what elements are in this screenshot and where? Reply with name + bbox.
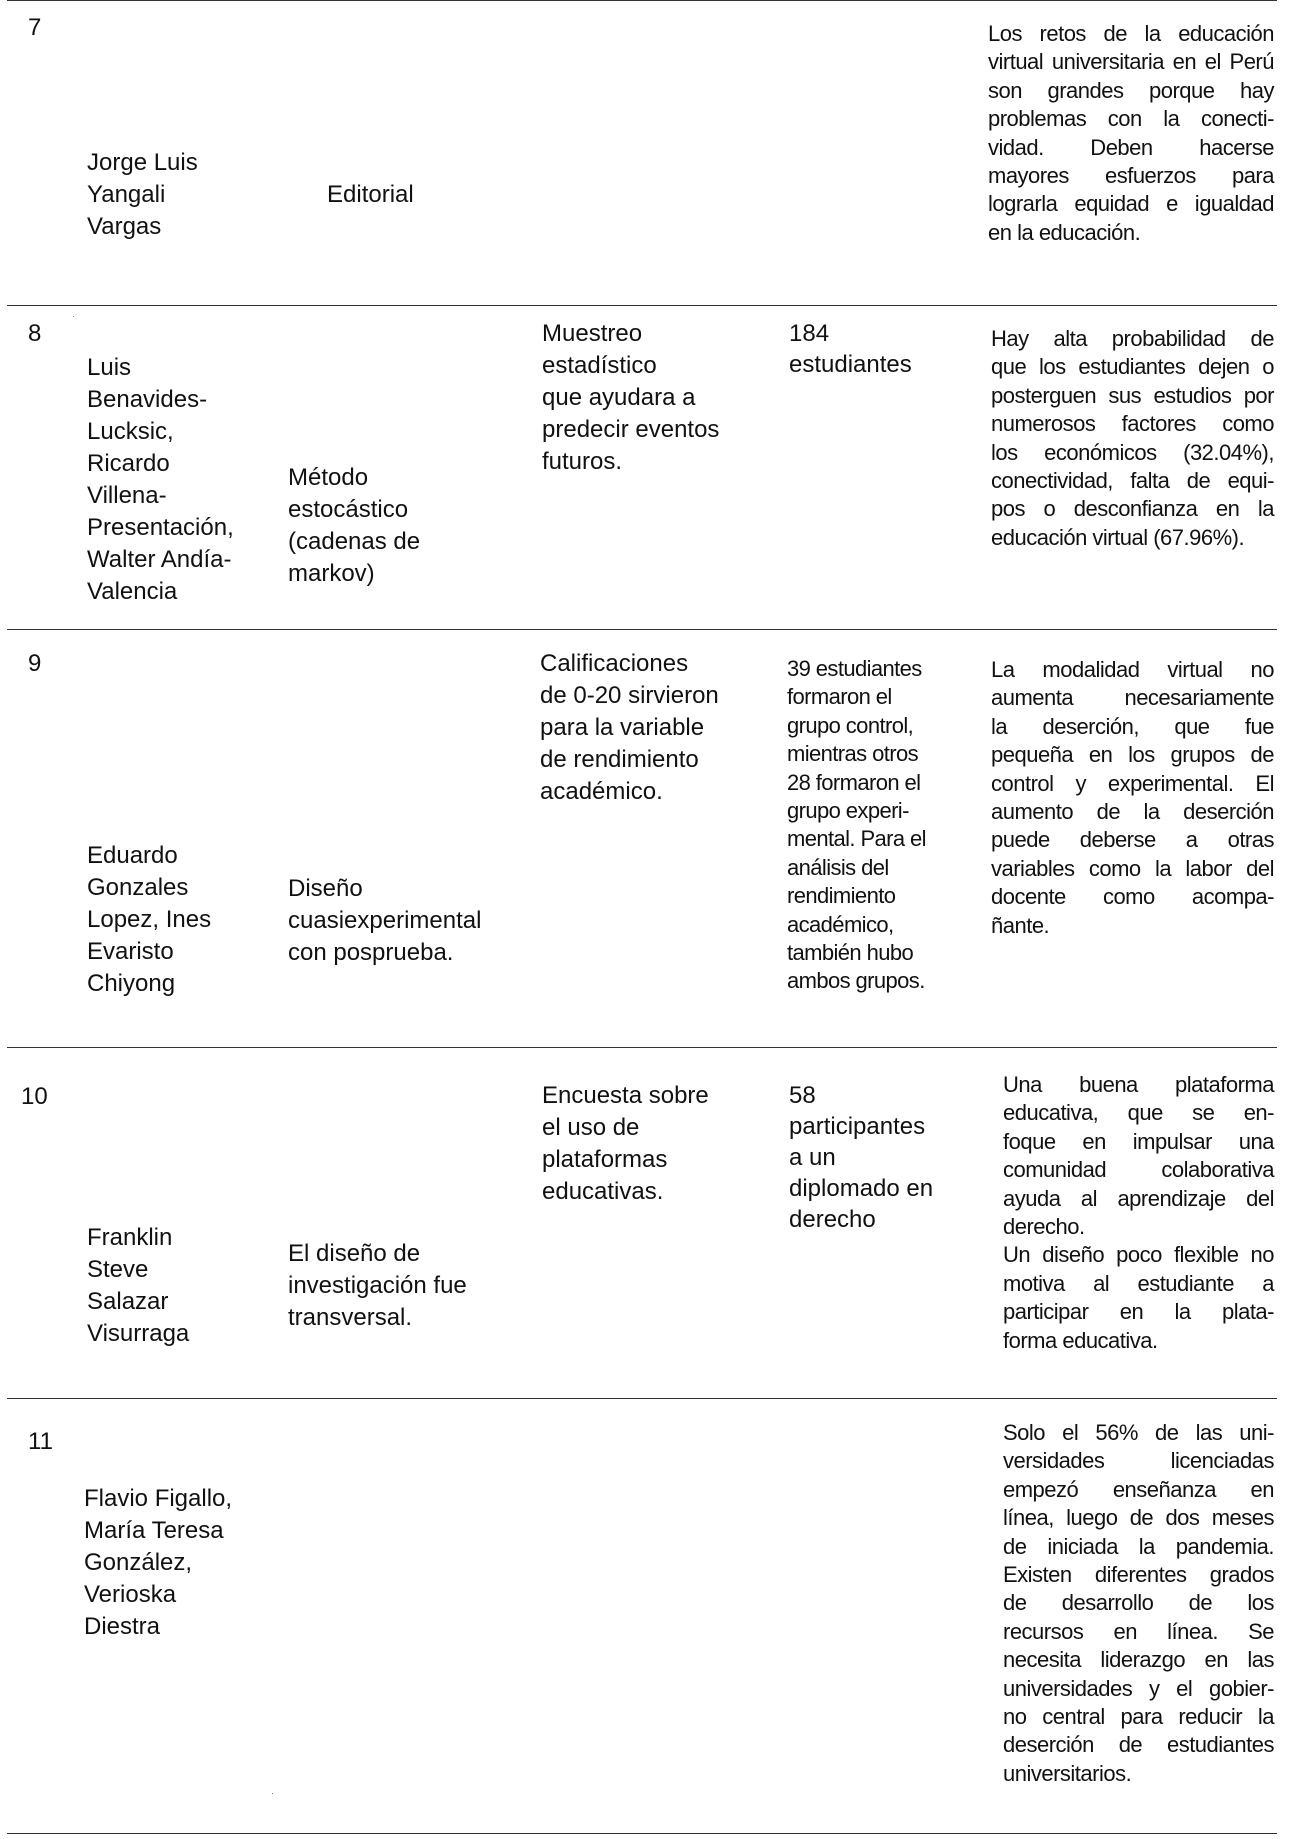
scan-speck: [272, 1793, 273, 1794]
instrument-cell: Muestreo estadístico que ayudara a predecir eventos futuros.: [542, 320, 720, 475]
authors-cell: Jorge Luis Yangali Vargas: [87, 149, 198, 240]
results-line: la deserción, que fue: [991, 713, 1274, 739]
results-line: Existen diferentes grados: [1003, 1562, 1274, 1588]
results-line: deserción de estudiantes: [1003, 1732, 1274, 1758]
results-cell: [988, 20, 1274, 247]
results-line: motiva al estudiante a: [1003, 1270, 1274, 1296]
results-line: en la educación.: [988, 219, 1141, 245]
scan-speck: [73, 316, 74, 317]
results-line: numerosos factores como: [991, 411, 1274, 437]
row-number: 8: [28, 320, 42, 347]
sample-cell: 58 participantes a un diplomado en derecho: [789, 1082, 934, 1233]
results-line: versidades licenciadas: [1003, 1448, 1274, 1474]
results-line: aumento de la deserción: [991, 799, 1274, 825]
results-line: son grandes porque hay: [988, 77, 1274, 103]
results-line: de iniciada la pandemia.: [1003, 1533, 1274, 1559]
results-line: necesita liderazgo en las: [1003, 1647, 1274, 1673]
results-line: mayores esfuerzos para: [988, 163, 1274, 189]
results-line: empezó enseñanza en: [1003, 1476, 1274, 1502]
results-line: foque en impulsar una: [1003, 1128, 1274, 1154]
results-line: aumenta necesariamente: [991, 685, 1274, 711]
sample-cell: 39 estudiantes formaron el grupo control, mientras otros 28 formaron el grupo experi- mental. Para el análisis del rendimiento académico, también hubo ambos grupos.: [787, 656, 926, 994]
results-line: pos o desconfianza en la: [991, 496, 1274, 522]
results-line: Los retos de la educación: [988, 21, 1274, 46]
results-cell: [991, 656, 1274, 940]
results-cell: [1003, 1419, 1274, 1788]
results-line: educativa, que se en-: [1003, 1100, 1274, 1126]
authors-cell: Flavio Figallo, María Teresa González, Verioska Diestra: [84, 1485, 233, 1640]
row-divider: [7, 1398, 1277, 1399]
method-cell: Editorial: [327, 181, 414, 208]
results-line: forma educativa.: [1003, 1327, 1158, 1353]
results-line: Solo el 56% de las uni-: [1003, 1420, 1274, 1445]
results-line: de desarrollo de los: [1003, 1590, 1274, 1616]
results-line: control y experimental. El: [991, 770, 1274, 796]
authors-cell: Luis Benavides- Lucksic, Ricardo Villena- Presentación, Walter Andía- Valencia: [87, 354, 234, 605]
results-line: posterguen sus estudios por: [991, 382, 1274, 408]
results-line: Un diseño poco flexible no: [1003, 1242, 1274, 1268]
results-line: educación virtual (67.96%).: [991, 524, 1245, 550]
results-line: puede deberse a otras: [991, 827, 1274, 853]
sample-cell: 184 estudiantes: [789, 320, 912, 378]
method-cell: Diseño cuasiexperimental con posprueba.: [288, 875, 482, 966]
results-line: vidad. Deben hacerse: [988, 134, 1274, 160]
row-number: 11: [28, 1428, 53, 1455]
results-line: pequeña en los grupos de: [991, 742, 1274, 768]
results-line: que los estudiantes dejen o: [991, 354, 1274, 380]
instrument-cell: Calificaciones de 0-20 sirvieron para la variable de rendimiento académico.: [540, 650, 719, 805]
instrument-cell: Encuesta sobre el uso de plataformas educativas.: [542, 1082, 709, 1205]
results-line: problemas con la conecti-: [988, 106, 1274, 132]
results-line: Una buena plataforma: [1003, 1072, 1274, 1097]
row-divider: [7, 1047, 1277, 1048]
results-line: no central para reducir la: [1003, 1704, 1274, 1730]
row-divider: [7, 0, 1277, 1]
results-line: variables como la labor del: [991, 855, 1274, 881]
row-divider: [7, 1833, 1277, 1834]
results-line: universitarios.: [1003, 1760, 1132, 1786]
results-line: docente como acompa-: [991, 884, 1274, 910]
results-line: los económicos (32.04%),: [991, 439, 1274, 465]
results-line: participar en la plata-: [1003, 1299, 1274, 1325]
row-number: 10: [21, 1083, 48, 1110]
row-divider: [7, 629, 1277, 630]
row-number: 9: [28, 650, 42, 677]
results-line: ayuda al aprendizaje del: [1003, 1185, 1274, 1211]
method-cell: El diseño de investigación fue transversal.: [288, 1240, 467, 1331]
method-cell: Método estocástico (cadenas de markov): [288, 464, 421, 587]
results-line: derecho.: [1003, 1214, 1085, 1240]
row-number: 7: [28, 14, 42, 41]
row-divider: [7, 305, 1277, 306]
results-line: ñante.: [991, 912, 1050, 938]
results-line: conectividad, falta de equi-: [991, 468, 1274, 494]
authors-cell: Franklin Steve Salazar Visurraga: [87, 1224, 190, 1347]
authors-cell: Eduardo Gonzales Lopez, Ines Evaristo Chiyong: [87, 842, 212, 997]
results-line: La modalidad virtual no: [991, 657, 1274, 682]
results-line: Hay alta probabilidad de: [991, 326, 1274, 351]
results-line: línea, luego de dos meses: [1003, 1505, 1274, 1531]
results-line: universidades y el gobier-: [1003, 1675, 1274, 1701]
results-cell: [991, 325, 1274, 552]
results-line: comunidad colaborativa: [1003, 1157, 1274, 1183]
results-line: virtual universitaria en el Perú: [988, 49, 1274, 75]
results-cell: [1003, 1071, 1274, 1355]
results-line: lograrla equidad e igualdad: [988, 191, 1274, 217]
results-line: recursos en línea. Se: [1003, 1618, 1274, 1644]
